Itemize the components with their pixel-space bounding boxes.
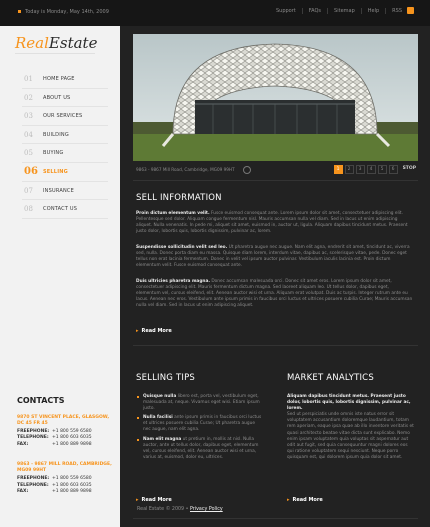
nav-item-insurance[interactable] xyxy=(22,182,108,201)
fax-value: +1 800 889 9898 xyxy=(52,489,92,495)
arrow-icon: ▸ xyxy=(136,497,139,503)
paragraph-text: Fusce euismod consequat ante. Lorem ipsum dolor sit amet, consectetuer adipiscing elit. Pellentesque sed dolor. Aliquam congue fermentum nisl. Mauris accumsan nulla vel diam. Sed in lacus ut enim adipiscing aliquet. Nulla venenatis. In pede mi, aliquet sit amet, euismod in, auctor ut, ligula. Aliquam dapibus tincidunt metus. Praesent justo dolor, lobortis quis, lobortis dignissim, pulvinar ac, lorem. xyxy=(136,211,408,235)
freephone-value: +1 800 559 6580 xyxy=(52,429,92,434)
telephone-value: +1 800 603 6035 xyxy=(52,482,92,488)
slide-page-6[interactable]: 6 xyxy=(389,165,398,174)
sell-read-more-link[interactable] xyxy=(136,328,172,334)
contacts-title: CONTACTS xyxy=(17,396,65,405)
divider xyxy=(133,518,418,519)
selling-tips-list xyxy=(136,394,264,464)
market-lead: Aliquam dapibus tincidunt metus. Praesent justo dolor, lobortis quis, lobortis dignissim, pulvinar ac, lorem. xyxy=(287,394,411,412)
paragraph-lead: Proin dictum elementum velit. xyxy=(136,211,210,216)
paragraph-lead: Suspendisse sollicitudin velit sed leo. xyxy=(136,245,228,250)
tips-read-more-link[interactable] xyxy=(136,497,172,503)
stop-button[interactable]: STOP xyxy=(402,166,416,171)
list-item xyxy=(136,415,264,433)
freephone-label: FREEPHONE: xyxy=(17,476,50,482)
arrow-icon: ▸ xyxy=(136,328,139,334)
tip-lead: Nam elit magna xyxy=(143,436,182,442)
freephone-value: +1 800 559 6580 xyxy=(52,476,92,482)
slide-page-1[interactable]: 1 xyxy=(334,165,343,174)
faqs-link[interactable]: FAQs xyxy=(302,8,327,14)
top-links xyxy=(270,8,408,14)
main-content xyxy=(120,26,430,527)
rss-icon[interactable] xyxy=(407,7,414,14)
telephone-label: TELEPHONE: xyxy=(17,482,49,488)
fax-row xyxy=(17,489,112,495)
read-more-label: Read More xyxy=(141,497,172,503)
slider-controls xyxy=(133,165,418,175)
contacts-section xyxy=(17,396,112,495)
support-link[interactable]: Support xyxy=(275,8,296,14)
sell-info-title: SELL INFORMATION xyxy=(136,193,222,203)
sitemap-link[interactable]: Sitemap xyxy=(327,8,361,14)
list-item xyxy=(136,437,264,461)
nav-item-building[interactable] xyxy=(22,126,108,145)
market-body: Sed ut perspiciatis unde omnis iste natus error sit voluptatem accusantium doloremque laudantium, totam rem aperiam, eaque ipsa quae ab illo inventore veritatis et quasi architecto beatae vitae dicta sunt explicabo. Nemo enim ipsam voluptatem quia voluptas sit aspernatur aut odit aut fugit, sed quia consequuntur magni dolores eos qui ratione voluptatem sequi nesciunt. Neque porro quisquam est, qui dolorem ipsum quia dolor sit amet. xyxy=(287,412,414,460)
nav-label: BUYING xyxy=(43,150,64,157)
slide-page-5[interactable]: 5 xyxy=(378,165,387,174)
slide-caption: 9863 - 9867 Mill Road, Cambridge, MG09 99HT xyxy=(136,167,235,172)
address-2: 9863 - 9867 MILL ROAD, CAMBRIDGE, MG09 99HT xyxy=(17,462,112,474)
left-sidebar xyxy=(0,26,120,527)
nav-label: SELLING xyxy=(43,168,68,175)
nav-item-selling[interactable] xyxy=(22,163,108,182)
list-item xyxy=(136,394,264,412)
tip-lead: Nulla facilisi xyxy=(143,415,173,421)
rss-link[interactable]: RSS xyxy=(385,8,408,14)
telephone-label: TELEPHONE: xyxy=(17,435,49,441)
slide-page-3[interactable]: 3 xyxy=(356,165,365,174)
nav-label: CONTACT US xyxy=(43,206,78,213)
divider xyxy=(133,180,418,181)
copyright-text: Real Estate © 2009 • xyxy=(137,507,190,512)
divider xyxy=(133,345,418,346)
telephone-value: +1 800 603 6035 xyxy=(52,435,92,441)
fax-value: +1 800 889 9898 xyxy=(52,441,92,447)
slide-page-2[interactable]: 2 xyxy=(345,165,354,174)
date-display xyxy=(18,9,109,15)
nav-number: 03 xyxy=(24,112,33,121)
market-read-more-link[interactable] xyxy=(287,497,323,503)
nav-number: 01 xyxy=(24,75,33,83)
bullet-icon xyxy=(18,10,21,13)
nav-label: ABOUT US xyxy=(43,94,71,101)
paragraph-text: Ut pharetra augue nec augue. Nam elit agna, endrerit sit amet, tincidunt ac, viverra sed, nulla. Donec porta diam eu massa. Quisque diam lorem, interdum vitae, dapibus ac, scelerisque vitae, pede. Donec eget tellus non erat lacinia fermentum. Donec in velit vel ipsum auctor pulvinar. Vestibulum iaculis lacinia est. Proin dictum elementum velit. Fusce euismod consequat ante. xyxy=(136,245,410,269)
top-bar xyxy=(0,0,430,27)
nav-label: BUILDING xyxy=(43,131,69,138)
nav-label: INSURANCE xyxy=(43,187,74,194)
selling-tips-title: SELLING TIPS xyxy=(136,373,196,383)
spacer xyxy=(17,448,112,462)
sell-paragraph-3 xyxy=(136,279,414,309)
tip-text: ut pretium in, mollis at nisl. Nulla auctor, ante ut tellus dolor, dapibus eget, elementum vel, cursus eleifend, elit. Aenean auctor wisi et urna, varius at, euismod, dolor eu, ultrices. xyxy=(143,436,259,460)
read-more-label: Read More xyxy=(141,328,172,334)
slide-pager xyxy=(334,165,416,174)
market-analytics-text xyxy=(287,394,415,461)
phones-1 xyxy=(17,429,112,448)
market-analytics-title: MARKET ANALYTICS xyxy=(287,373,374,383)
paragraph-lead: Duis ultricies pharetra magna. xyxy=(136,279,210,284)
arrow-icon: ▸ xyxy=(287,497,290,503)
address-1: 9870 ST VINCENT PLACE, GLASGOW, DC 45 FR 45 xyxy=(17,415,110,426)
tip-text: libero est, porta vel, vestibulum eget, malesuada at, neque. Vivamus eget wisi. Etiam ipsum justo. xyxy=(143,394,260,412)
nav-item-buying[interactable] xyxy=(22,144,108,163)
fax-label: FAX: xyxy=(17,489,29,495)
sell-paragraph-1 xyxy=(136,211,414,235)
nav-number: 05 xyxy=(24,149,33,158)
footer xyxy=(137,507,223,512)
hero-image xyxy=(133,34,418,161)
info-icon[interactable] xyxy=(243,166,251,174)
nav-item-home[interactable] xyxy=(22,70,108,89)
nav-item-contact[interactable] xyxy=(22,200,108,219)
logo-divider xyxy=(15,53,95,54)
tip-text: ante ipsum primis in faucibus orci luctus et ultrices posuere cubilia Curae; Ut pharetra augue nec augue, nam elit agna. xyxy=(143,415,262,433)
nav-label: HOME PAGE xyxy=(43,76,75,82)
nav-label: OUR SERVICES xyxy=(43,113,83,120)
paragraph-text: Donec accumsan malesuada orci. Donec sit amet eros. Lorem ipsum dolor sit amet, consectetuer adipiscing elit. Mauris fermentum dictum magna. Sed laoreet aliquam leo. Ut tellus dolor, dapibus eget, elementum vel, cursus eleifend, elit. Aenean auctor wisi et urna. Aliquam erat volutpat. Duis ac turpis. Integer rutrum ante eu lacus. Aenean nec eros. Vestibulum ante ipsum primis in faucibus orci luctus et ultrices posuere cubilia Curae; Mauris accumsan nulla vel diam. Sed in lacus ut enim adipiscing aliquet. xyxy=(136,279,413,309)
fax-label: FAX: xyxy=(17,441,29,447)
logo-part1: Real xyxy=(15,34,49,52)
nav-item-services[interactable] xyxy=(22,107,108,126)
sell-paragraph-2 xyxy=(136,245,414,269)
logo-part2: Estate xyxy=(48,34,98,52)
help-link[interactable]: Help xyxy=(361,8,385,14)
nav-number: 07 xyxy=(24,186,33,195)
freephone-label: FREEPHONE: xyxy=(17,429,50,434)
phones-2 xyxy=(17,476,112,495)
nav-number: 02 xyxy=(24,93,33,102)
nav-number: 04 xyxy=(24,130,33,139)
main-nav xyxy=(0,70,120,219)
nav-number: 08 xyxy=(24,205,33,214)
nav-number: 06 xyxy=(24,165,38,177)
nav-item-about[interactable] xyxy=(22,89,108,108)
read-more-label: Read More xyxy=(292,497,323,503)
tip-lead: Quisque nulla xyxy=(143,394,177,399)
slide-page-4[interactable]: 4 xyxy=(367,165,376,174)
dome-building-picture xyxy=(133,34,418,161)
site-logo[interactable] xyxy=(15,34,97,52)
privacy-policy-link[interactable]: Privacy Policy xyxy=(189,507,223,512)
date-text: Today is Monday, May 14th, 2009 xyxy=(25,9,109,15)
